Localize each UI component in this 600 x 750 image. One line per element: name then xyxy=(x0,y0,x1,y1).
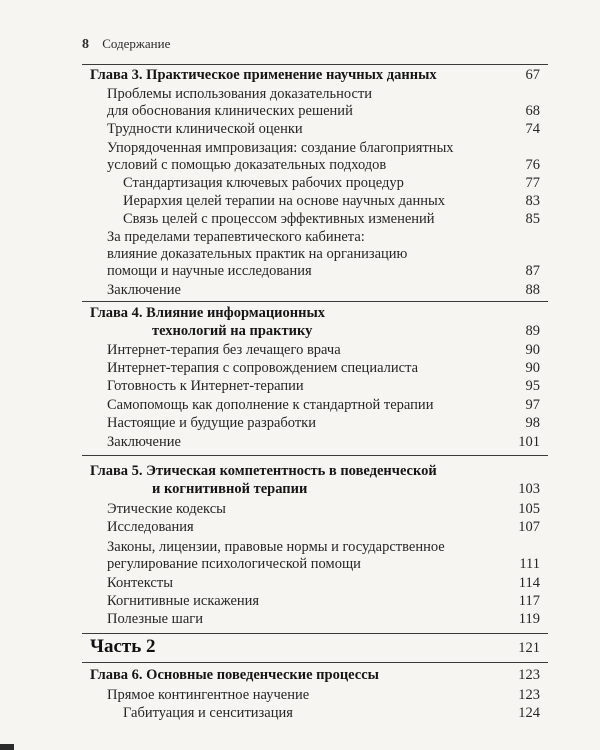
toc-page-number: 101 xyxy=(518,434,540,450)
toc-page-number: 85 xyxy=(525,211,540,227)
toc-page-number: 77 xyxy=(525,175,540,191)
toc-page-number: 98 xyxy=(525,415,540,431)
toc-section: Этические кодексы xyxy=(107,501,226,517)
toc-section: Готовность к Интернет-терапии xyxy=(107,378,304,394)
chapter-divider xyxy=(82,455,548,456)
toc-section: За пределами терапевтического кабинета: xyxy=(107,229,365,245)
toc-page-number: 87 xyxy=(525,263,540,279)
chapter-divider xyxy=(82,662,548,663)
toc-page-number: 103 xyxy=(518,481,540,497)
toc-page-number: 97 xyxy=(525,397,540,413)
toc-page-number: 105 xyxy=(518,501,540,517)
toc-page-number: 95 xyxy=(525,378,540,394)
toc-page-number: 123 xyxy=(518,667,540,683)
toc-page-number: 67 xyxy=(525,67,540,83)
toc-chapter-title: Глава 3. Практическое применение научных данных xyxy=(90,67,437,83)
toc-page-number: 114 xyxy=(518,575,540,591)
toc-section: Интернет-терапия без лечащего врача xyxy=(107,342,341,358)
toc-section: Настоящие и будущие разработки xyxy=(107,415,316,431)
toc-subsection: Иерархия целей терапии на основе научных данных xyxy=(123,193,445,209)
running-head-page-number: 8 xyxy=(82,37,89,52)
toc-chapter-title: и когнитивной терапии xyxy=(152,481,308,497)
toc-section: Упорядоченная импровизация: создание благоприятных xyxy=(107,140,454,156)
toc-page-number: 107 xyxy=(518,519,540,535)
toc-section: регулирование психологической помощи xyxy=(107,556,361,572)
toc-page-number: 90 xyxy=(525,360,540,376)
toc-page-number: 117 xyxy=(518,593,540,609)
toc-page-number: 124 xyxy=(518,705,540,721)
toc-section: Контексты xyxy=(107,575,173,591)
toc-subsection: Стандартизация ключевых рабочих процедур xyxy=(123,175,404,191)
toc-page-number: 74 xyxy=(525,121,540,137)
toc-page-number: 121 xyxy=(518,640,540,656)
scan-edge-mark xyxy=(0,744,14,750)
toc-page-number: 83 xyxy=(525,193,540,209)
toc-chapter-title: технологий на практику xyxy=(152,323,313,339)
toc-section: Самопомощь как дополнение к стандартной терапии xyxy=(107,397,434,413)
toc-chapter-title: Глава 5. Этическая компетентность в поведенческой xyxy=(90,463,437,479)
toc-page-number: 119 xyxy=(518,611,540,627)
toc-chapter-title: Глава 4. Влияние информационных xyxy=(90,305,326,321)
toc-part-title: Часть 2 xyxy=(90,636,156,657)
toc-section: для обоснования клинических решений xyxy=(107,103,353,119)
chapter-divider xyxy=(82,64,548,65)
toc-section: Прямое контингентное научение xyxy=(107,687,310,703)
toc-page-number: 68 xyxy=(525,103,540,119)
toc-page-number: 90 xyxy=(525,342,540,358)
toc-section: Проблемы использования доказательности xyxy=(107,86,373,102)
toc-section: Законы, лицензии, правовые нормы и государственное xyxy=(107,539,445,555)
part-divider xyxy=(82,633,548,634)
toc-section: Заключение xyxy=(107,434,181,450)
toc-section: условий с помощью доказательных подходов xyxy=(107,157,387,173)
toc-section: Исследования xyxy=(107,519,194,535)
running-head xyxy=(82,36,170,53)
toc-page-number: 89 xyxy=(525,323,540,339)
toc-section: влияние доказательных практик на организацию xyxy=(107,246,408,262)
toc-section: Когнитивные искажения xyxy=(107,593,260,609)
toc-page-number: 111 xyxy=(519,556,540,572)
toc-page-number: 76 xyxy=(525,157,540,173)
toc-chapter-title: Глава 6. Основные поведенческие процессы xyxy=(90,667,379,683)
toc-section: Заключение xyxy=(107,282,181,298)
running-head-section: Содержание xyxy=(102,36,171,51)
chapter-divider xyxy=(82,301,548,302)
toc-section: помощи и научные исследования xyxy=(107,263,312,279)
toc-section: Интернет-терапия с сопровождением специалиста xyxy=(107,360,419,376)
toc-subsection: Габитуация и сенситизация xyxy=(123,705,293,721)
toc-page-number: 88 xyxy=(525,282,540,298)
toc-section: Трудности клинической оценки xyxy=(107,121,303,137)
toc-subsection: Связь целей с процессом эффективных изменений xyxy=(123,211,435,227)
toc-section: Полезные шаги xyxy=(107,611,203,627)
toc-page-number: 123 xyxy=(518,687,540,703)
